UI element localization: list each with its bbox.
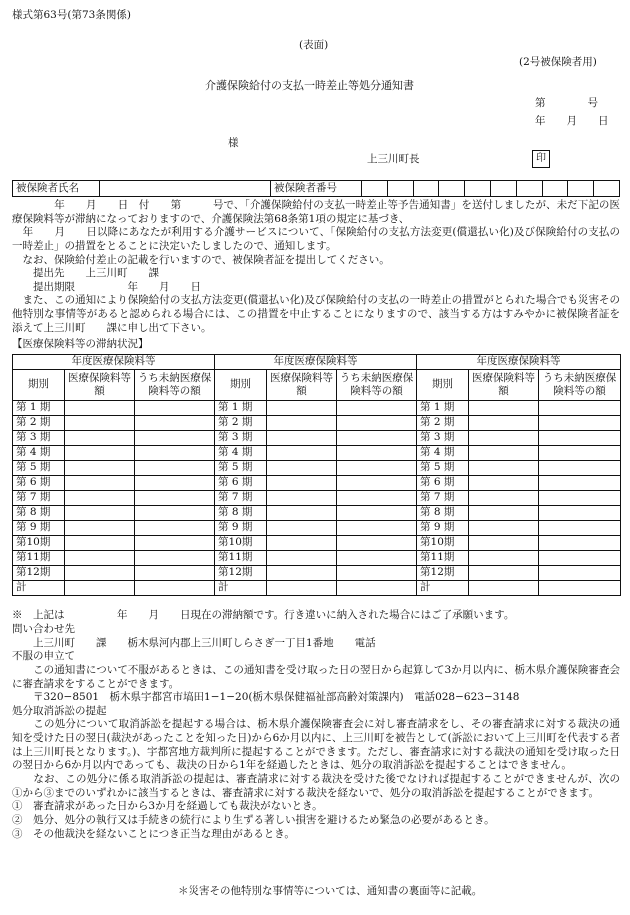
- amount-cell[interactable]: [539, 401, 621, 416]
- period-label: 第11期: [215, 551, 267, 566]
- period-label: 第 5 期: [215, 461, 267, 476]
- period-label: 第10期: [417, 536, 469, 551]
- period-label: 第12期: [13, 566, 65, 581]
- insured-number-digit[interactable]: [362, 181, 388, 197]
- insured-name-field[interactable]: [100, 181, 271, 197]
- insured-number-digit[interactable]: [387, 181, 413, 197]
- column-header: 医療保険料等額: [65, 370, 135, 401]
- amount-cell[interactable]: [267, 491, 337, 506]
- table-row: [13, 491, 621, 506]
- period-label: 第 8 期: [215, 506, 267, 521]
- amount-cell[interactable]: [337, 506, 417, 521]
- amount-cell[interactable]: [135, 551, 215, 566]
- amount-cell[interactable]: [539, 581, 621, 596]
- amount-cell[interactable]: [337, 401, 417, 416]
- amount-cell[interactable]: [267, 446, 337, 461]
- amount-cell[interactable]: [65, 461, 135, 476]
- period-label: 第 4 期: [13, 446, 65, 461]
- insured-number-digit[interactable]: [542, 181, 568, 197]
- amount-cell[interactable]: [135, 506, 215, 521]
- amount-cell[interactable]: [337, 581, 417, 596]
- period-label: 第 5 期: [417, 461, 469, 476]
- table-row: [13, 416, 621, 431]
- period-label: 計: [13, 581, 65, 596]
- amount-cell[interactable]: [65, 476, 135, 491]
- table-row: [13, 581, 621, 596]
- amount-cell[interactable]: [135, 536, 215, 551]
- amount-cell[interactable]: [135, 581, 215, 596]
- table-row: [13, 566, 621, 581]
- section-title: 【医療保険料等の滞納状況】: [12, 338, 149, 350]
- seal-box: 印: [532, 150, 550, 168]
- table-row: [13, 551, 621, 566]
- insured-number-label: 被保険者番号: [271, 181, 362, 197]
- exception-item: ③ その他裁決を経ないことにつき正当な理由があるとき。: [12, 827, 295, 840]
- amount-cell[interactable]: [267, 416, 337, 431]
- amount-cell[interactable]: [469, 446, 539, 461]
- amount-cell[interactable]: [469, 401, 539, 416]
- table-row: [13, 476, 621, 491]
- amount-cell[interactable]: [135, 461, 215, 476]
- insured-name-label: 被保険者氏名: [13, 181, 100, 197]
- period-label: 第 2 期: [215, 416, 267, 431]
- amount-cell[interactable]: [337, 446, 417, 461]
- recipient-suffix: 様: [228, 137, 239, 149]
- insured-number-digit[interactable]: [413, 181, 439, 197]
- column-header: うち未納医療保険料等の額: [539, 370, 621, 401]
- column-header: 期別: [13, 370, 65, 401]
- inquiry-heading: 問い合わせ先: [12, 623, 75, 635]
- period-label: 第 6 期: [215, 476, 267, 491]
- period-label: 第 2 期: [13, 416, 65, 431]
- amount-cell[interactable]: [337, 461, 417, 476]
- amount-cell[interactable]: [267, 521, 337, 536]
- submission-place: 提出先 上三川町 課: [12, 267, 159, 280]
- period-label: 第12期: [417, 566, 469, 581]
- insured-number-digit[interactable]: [490, 181, 516, 197]
- issuer-name: 上三川町長: [367, 153, 420, 165]
- amount-cell[interactable]: [539, 461, 621, 476]
- column-header: 期別: [417, 370, 469, 401]
- period-label: 第10期: [13, 536, 65, 551]
- amount-cell[interactable]: [267, 581, 337, 596]
- document-number: 第 号: [535, 97, 598, 109]
- body-paragraph: 年 月 日以降にあなたが利用する介護サービスについて、「保険給付の支払方法変更(償還払い化)及び保険給付の支払の一時差止」の措置をとることに決定いたしましたので、通知します。: [12, 226, 620, 252]
- period-label: 第 6 期: [417, 476, 469, 491]
- amount-cell[interactable]: [65, 581, 135, 596]
- amount-cell[interactable]: [539, 521, 621, 536]
- amount-cell[interactable]: [135, 521, 215, 536]
- amount-cell[interactable]: [65, 536, 135, 551]
- inquiry-contact: 上三川町 課 栃木県河内郡上三川町しらさぎ一丁目1番地 電話: [12, 636, 376, 649]
- period-label: 第 4 期: [417, 446, 469, 461]
- period-label: 第11期: [417, 551, 469, 566]
- amount-cell[interactable]: [267, 566, 337, 581]
- period-label: 第 7 期: [13, 491, 65, 506]
- amount-cell[interactable]: [267, 476, 337, 491]
- amount-cell[interactable]: [135, 491, 215, 506]
- amount-cell[interactable]: [65, 551, 135, 566]
- period-label: 第 7 期: [417, 491, 469, 506]
- amount-cell[interactable]: [469, 521, 539, 536]
- column-header: 期別: [215, 370, 267, 401]
- appeal-heading: 不服の申立て: [12, 650, 75, 663]
- insured-type: (2号被保険者用): [519, 56, 597, 68]
- amount-cell[interactable]: [337, 551, 417, 566]
- period-label: 第 1 期: [417, 401, 469, 416]
- table-row: [13, 536, 621, 551]
- amount-cell[interactable]: [469, 416, 539, 431]
- document-date: 年 月 日: [535, 115, 609, 127]
- amount-cell[interactable]: [337, 536, 417, 551]
- lawsuit-heading: 処分取消訴訟の提起: [12, 704, 107, 717]
- amount-cell[interactable]: [469, 476, 539, 491]
- body-paragraph: また、この通知により保険給付の支払方法変更(償還払い化)及び保険給付の支払の一時差止の措置がとられた場合でも災害その他特別な事情等があると認められる場合には、この措置を中止することになりますので、該当する方はすみやかに被保険者証を添えて上三川町 課に申し出て下さい。: [12, 294, 620, 334]
- period-label: 第 7 期: [215, 491, 267, 506]
- body-paragraph: なお、保険給付差止の記載を行いますので、被保険者証を提出してください。: [12, 253, 390, 266]
- insured-number-digit[interactable]: [439, 181, 465, 197]
- period-label: 第12期: [215, 566, 267, 581]
- amount-cell[interactable]: [65, 446, 135, 461]
- side-label: (表面): [299, 39, 329, 51]
- year-group-header: 年度医療保険料等: [417, 355, 621, 370]
- amount-cell[interactable]: [539, 416, 621, 431]
- column-header: うち未納医療保険料等の額: [135, 370, 215, 401]
- amount-cell[interactable]: [539, 476, 621, 491]
- amount-cell[interactable]: [469, 431, 539, 446]
- table-row: [13, 461, 621, 476]
- amount-cell[interactable]: [65, 566, 135, 581]
- insured-number-digit[interactable]: [568, 181, 594, 197]
- insured-number-digit[interactable]: [594, 181, 620, 197]
- amount-cell[interactable]: [135, 431, 215, 446]
- period-label: 計: [417, 581, 469, 596]
- amount-cell[interactable]: [469, 461, 539, 476]
- lawsuit-text: なお、この処分に係る取消訴訟の提起は、審査請求に対する裁決を受けた後でなければ提起することができませんが、次の①から③までのいずれかに該当するときは、審査請求に対する裁決を経ないで、処分の取消訴訟を提起することができます。: [12, 773, 620, 799]
- submission-deadline: 提出期限 年 月 日: [12, 280, 201, 293]
- amount-cell[interactable]: [135, 416, 215, 431]
- period-label: 第 8 期: [417, 506, 469, 521]
- amount-cell[interactable]: [539, 566, 621, 581]
- amount-cell[interactable]: [469, 536, 539, 551]
- amount-cell[interactable]: [539, 431, 621, 446]
- amount-cell[interactable]: [539, 491, 621, 506]
- amount-cell[interactable]: [65, 431, 135, 446]
- amount-cell[interactable]: [135, 446, 215, 461]
- table-row: [13, 401, 621, 416]
- period-label: 第11期: [13, 551, 65, 566]
- amount-cell[interactable]: [539, 551, 621, 566]
- table-row: [13, 446, 621, 461]
- table-row: [13, 521, 621, 536]
- arrears-note: ※ 上記は 年 月 日現在の滞納額です。行き違いに納入された場合にはご了承願います。: [12, 609, 515, 621]
- period-label: 第 6 期: [13, 476, 65, 491]
- period-label: 第 1 期: [215, 401, 267, 416]
- footer-info: [12, 623, 620, 841]
- amount-cell[interactable]: [469, 506, 539, 521]
- column-header: 医療保険料等額: [267, 370, 337, 401]
- lawsuit-text: この処分について取消訴訟を提起する場合は、栃木県介護保険審査会に対し審査請求をし、その審査請求に対する裁決の通知を受けた日の翌日(裁決があったことを知った日)から6か月以内に、上三川町を被告として(訴訟において上三川町を代表する者は上三川町長となります。)、宇都宮地方裁判所に提起することができます。ただし、審査請求に対する裁決の通知を受け取った日の翌日から6か月以内であっても、裁決の日から1年を経過したときは、処分の取消訴訟を提起することはできません。: [12, 718, 620, 772]
- period-label: 第 1 期: [13, 401, 65, 416]
- table-row: [13, 431, 621, 446]
- year-group-header: 年度医療保険料等: [215, 355, 417, 370]
- period-label: 第 5 期: [13, 461, 65, 476]
- insured-number-digit[interactable]: [516, 181, 542, 197]
- amount-cell[interactable]: [267, 551, 337, 566]
- body-paragraph: 年 月 日 付 第 号で、「介護保険給付の支払一時差止等予告通知書」を送付しましたが、未だ下記の医療保険料等が滞納になっておりますので、介護保険法第68条第1項の規定に基づき、: [12, 199, 620, 225]
- exception-item: ② 処分、処分の執行又は手続きの続行により生ずる著しい損害を避けるため緊急の必要があるとき。: [12, 813, 495, 826]
- page-title: 介護保険給付の支払一時差止等処分通知書: [205, 79, 414, 92]
- appeal-address: 〒320−8501 栃木県宇都宮市塙田1−1−20(栃木県保健福祉部高齢対策課内) 電話028−623−3148: [12, 691, 520, 704]
- period-label: 第 3 期: [417, 431, 469, 446]
- amount-cell[interactable]: [539, 446, 621, 461]
- amount-cell[interactable]: [337, 566, 417, 581]
- amount-cell[interactable]: [337, 521, 417, 536]
- form-number: 様式第63号(第73条関係): [12, 9, 131, 21]
- table-row: [13, 506, 621, 521]
- period-label: 第 9 期: [215, 521, 267, 536]
- amount-cell[interactable]: [65, 491, 135, 506]
- column-header: うち未納医療保険料等の額: [337, 370, 417, 401]
- amount-cell[interactable]: [469, 581, 539, 596]
- disaster-note: ＊災害その他特別な事情等については、通知書の裏面等に記載。: [178, 885, 483, 897]
- amount-cell[interactable]: [65, 416, 135, 431]
- period-label: 第 3 期: [13, 431, 65, 446]
- amount-cell[interactable]: [65, 506, 135, 521]
- amount-cell[interactable]: [337, 431, 417, 446]
- arrears-table: [12, 354, 621, 596]
- insured-number-digit[interactable]: [465, 181, 491, 197]
- amount-cell[interactable]: [267, 536, 337, 551]
- amount-cell[interactable]: [65, 521, 135, 536]
- amount-cell[interactable]: [267, 506, 337, 521]
- period-label: 第 9 期: [417, 521, 469, 536]
- appeal-text: この通知書について不服があるときは、この通知書を受け取った日の翌日から起算して3か月以内に、栃木県介護保険審査会に審査請求をすることができます。: [12, 663, 620, 690]
- amount-cell[interactable]: [469, 566, 539, 581]
- amount-cell[interactable]: [539, 536, 621, 551]
- amount-cell[interactable]: [267, 401, 337, 416]
- column-header: 医療保険料等額: [469, 370, 539, 401]
- year-group-header: 年度医療保険料等: [13, 355, 215, 370]
- amount-cell[interactable]: [539, 506, 621, 521]
- period-label: 計: [215, 581, 267, 596]
- notice-body: [12, 199, 620, 335]
- period-label: 第 4 期: [215, 446, 267, 461]
- period-label: 第10期: [215, 536, 267, 551]
- amount-cell[interactable]: [65, 401, 135, 416]
- amount-cell[interactable]: [337, 491, 417, 506]
- period-label: 第 2 期: [417, 416, 469, 431]
- period-label: 第 8 期: [13, 506, 65, 521]
- period-label: 第 3 期: [215, 431, 267, 446]
- amount-cell[interactable]: [267, 431, 337, 446]
- amount-cell[interactable]: [267, 461, 337, 476]
- period-label: 第 9 期: [13, 521, 65, 536]
- exception-item: ① 審査請求があった日から3か月を経過しても裁決がないとき。: [12, 800, 323, 813]
- amount-cell[interactable]: [337, 476, 417, 491]
- amount-cell[interactable]: [135, 476, 215, 491]
- insured-info-table: [12, 180, 620, 197]
- amount-cell[interactable]: [469, 491, 539, 506]
- amount-cell[interactable]: [135, 566, 215, 581]
- amount-cell[interactable]: [337, 416, 417, 431]
- amount-cell[interactable]: [469, 551, 539, 566]
- amount-cell[interactable]: [135, 401, 215, 416]
